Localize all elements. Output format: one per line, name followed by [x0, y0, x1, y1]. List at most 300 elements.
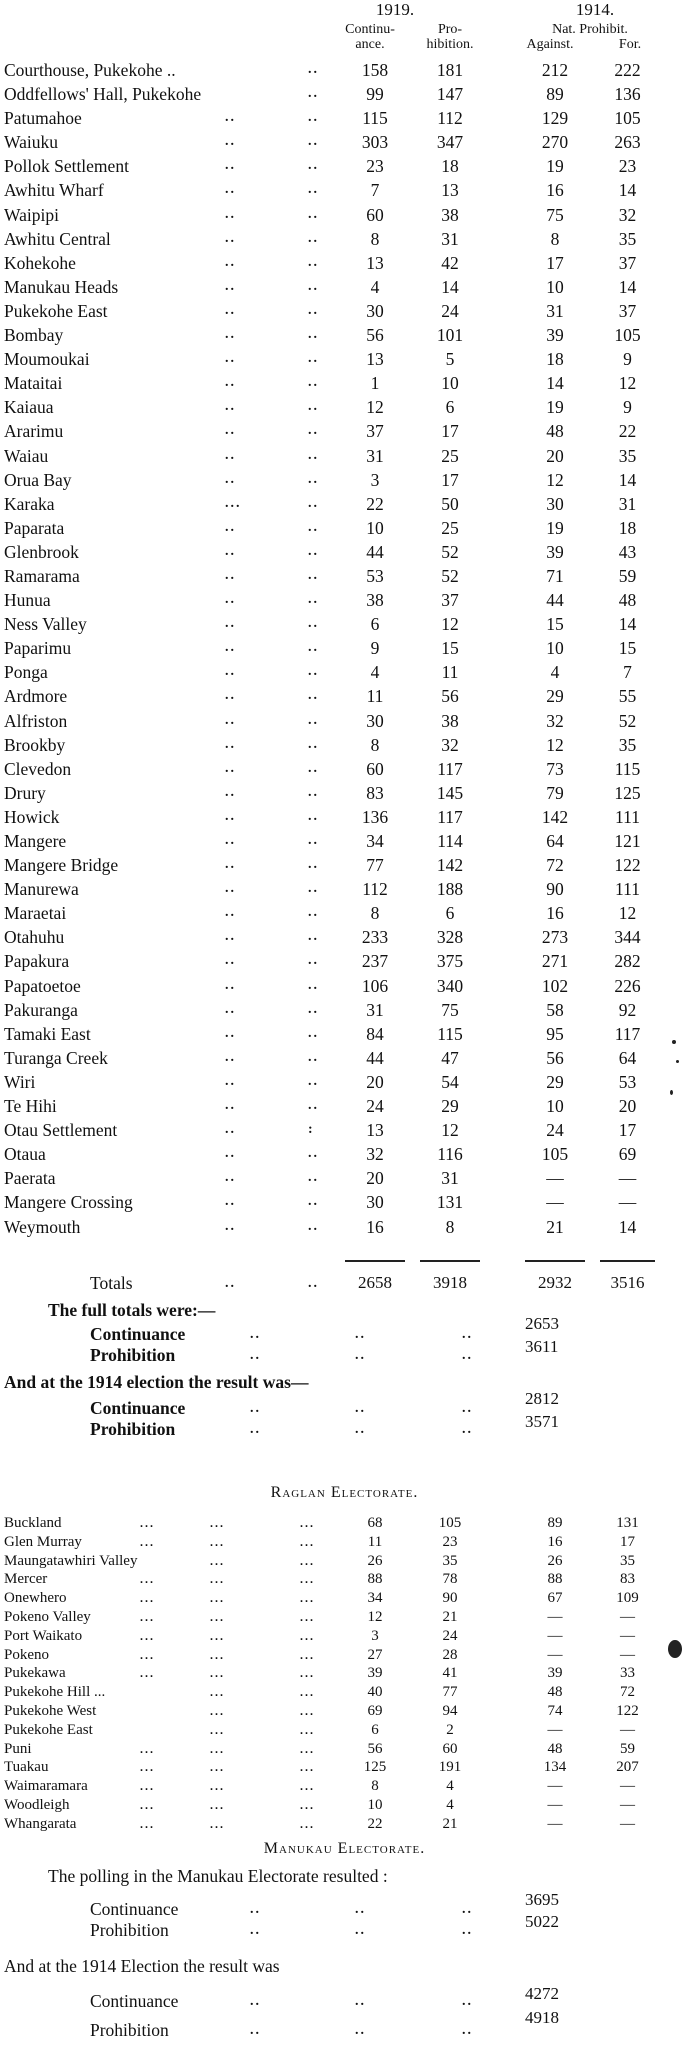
- row-against-1914: —: [547, 1627, 563, 1644]
- row-leader-2: ..: [308, 929, 319, 945]
- row-against-1914: 129: [541, 108, 569, 129]
- row-continuance-1919: 13: [366, 349, 384, 370]
- election-1914-leader-1c: ..: [462, 1401, 473, 1416]
- row-place-name: Orua Bay: [4, 469, 72, 490]
- row-place-name: Pukekohe East: [4, 1721, 93, 1738]
- full-totals-continuance-value: 2653: [525, 1314, 559, 1333]
- row-prohibition-1919: 29: [441, 1096, 459, 1117]
- totals-leader-1: ..: [225, 1276, 236, 1291]
- row-against-1914: 89: [546, 84, 564, 105]
- manukau-leader-2b: ..: [355, 1923, 366, 1938]
- row-prohibition-1919: 60: [442, 1740, 458, 1757]
- row-place-name: Waimaramara: [4, 1778, 88, 1795]
- row-prohibition-1919: 375: [436, 951, 464, 972]
- row-for-1914: 14: [618, 1216, 637, 1237]
- row-place-name: Waiau: [4, 445, 49, 466]
- row-leader-1: ..: [225, 881, 236, 897]
- full-totals-leader-2a: ..: [250, 1348, 261, 1363]
- row-for-1914: 59: [620, 1740, 635, 1757]
- row-leader-3: ...: [300, 1666, 315, 1681]
- table-row: [0, 1118, 689, 1142]
- row-prohibition-1919: 25: [441, 445, 459, 466]
- row-prohibition-1919: 23: [442, 1533, 458, 1550]
- row-continuance-1919: 13: [366, 252, 384, 273]
- row-continuance-1919: 3: [371, 1627, 379, 1644]
- row-leader-2: ...: [210, 1553, 225, 1568]
- row-leader-2: ..: [308, 760, 319, 776]
- row-leader-1: ..: [225, 327, 236, 343]
- row-place-name: Drury: [4, 782, 46, 803]
- row-prohibition-1919: 2: [446, 1721, 454, 1738]
- row-continuance-1919: 69: [367, 1702, 383, 1719]
- ink-speck: [676, 1060, 679, 1063]
- row-against-1914: 39: [547, 1665, 563, 1682]
- row-continuance-1919: 22: [367, 1815, 383, 1832]
- row-leader-1: ..: [225, 206, 236, 222]
- row-for-1914: 111: [615, 879, 640, 900]
- row-against-1914: 31: [546, 300, 564, 321]
- row-for-1914: —: [620, 1778, 635, 1795]
- row-place-name: Otau Settlement: [4, 1120, 118, 1141]
- row-prohibition-1919: 17: [441, 421, 459, 442]
- election-1914-leader-2b: ..: [355, 1422, 366, 1437]
- col-continuance-header-1: Continu-: [345, 22, 395, 37]
- row-against-1914: 19: [546, 156, 564, 177]
- row-leader-2: ..: [308, 1049, 319, 1065]
- row-leader-1: ..: [225, 712, 236, 728]
- row-leader-3: ...: [300, 1516, 315, 1530]
- row-continuance-1919: 23: [366, 156, 384, 177]
- row-against-1914: 15: [546, 614, 564, 635]
- row-against-1914: 19: [546, 517, 564, 538]
- row-for-1914: 122: [614, 855, 641, 876]
- row-place-name: Awhitu Central: [4, 228, 111, 249]
- row-leader-2: ..: [308, 302, 319, 318]
- table-row: [0, 853, 689, 877]
- row-prohibition-1919: 145: [436, 782, 464, 803]
- row-against-1914: 18: [546, 349, 564, 370]
- row-against-1914: 48: [547, 1684, 563, 1701]
- row-prohibition-1919: 114: [437, 831, 463, 851]
- row-prohibition-1919: 340: [436, 975, 464, 996]
- row-for-1914: 43: [618, 541, 637, 562]
- row-for-1914: 9: [623, 349, 632, 370]
- election-1914-prohibition-label: Prohibition: [90, 1419, 176, 1439]
- row-place-name: Pukekohe West: [4, 1702, 97, 1719]
- row-leader-2: ..: [308, 110, 319, 126]
- row-against-1914: 71: [546, 565, 564, 586]
- row-leader-1: ..: [225, 375, 236, 391]
- row-leader-2: ...: [210, 1516, 225, 1530]
- table-row: [0, 660, 689, 684]
- table-row: [0, 82, 689, 106]
- table-row: [0, 1094, 689, 1118]
- table-row: [0, 1777, 689, 1796]
- row-place-name: Pukekohe Hill ...: [4, 1684, 106, 1701]
- row-continuance-1919: 10: [367, 1796, 383, 1813]
- row-against-1914: —: [546, 1168, 564, 1189]
- row-place-name: Ardmore: [4, 686, 68, 707]
- row-leader-2: ..: [308, 182, 319, 198]
- row-place-name: Karaka: [4, 493, 55, 514]
- row-leader-2: ...: [210, 1609, 225, 1624]
- row-leader-2: ..: [308, 712, 319, 728]
- table-row: [0, 395, 689, 419]
- row-continuance-1919: 60: [366, 204, 384, 225]
- row-for-1914: —: [618, 1168, 637, 1189]
- row-leader-2: ...: [210, 1666, 225, 1681]
- full-totals-leader-2b: ..: [355, 1348, 366, 1363]
- row-place-name: Pokeno Valley: [4, 1608, 91, 1625]
- manukau-1914-leader-2c: ..: [462, 2023, 473, 2038]
- row-prohibition-1919: 52: [441, 541, 459, 562]
- row-prohibition-1919: 8: [445, 1216, 455, 1237]
- row-place-name: Otaua: [4, 1144, 46, 1165]
- table-row: [0, 323, 689, 347]
- row-leader-1: ..: [225, 1122, 236, 1138]
- row-continuance-1919: 37: [366, 421, 384, 442]
- row-leader-1: ..: [225, 399, 236, 415]
- row-continuance-1919: 60: [366, 758, 384, 779]
- row-leader-1: ...: [140, 1591, 155, 1606]
- full-totals-heading: The full totals were:—: [48, 1300, 216, 1320]
- row-leader-2: ..: [308, 86, 319, 102]
- row-continuance-1919: 22: [366, 493, 384, 514]
- row-continuance-1919: 115: [362, 108, 388, 129]
- table-row: [0, 299, 689, 323]
- row-prohibition-1919: 25: [441, 517, 459, 538]
- row-prohibition-1919: 191: [438, 1759, 462, 1776]
- row-leader-1: ..: [225, 1025, 236, 1041]
- row-prohibition-1919: 14: [441, 276, 459, 297]
- table-row: [0, 1702, 689, 1721]
- row-leader-1: ..: [225, 1218, 236, 1234]
- row-against-1914: 26: [547, 1552, 563, 1569]
- row-for-1914: —: [618, 1192, 637, 1213]
- table-row: [0, 925, 689, 949]
- row-leader-2: ..: [308, 495, 319, 511]
- row-continuance-1919: 8: [370, 228, 380, 249]
- row-leader-3: ...: [300, 1760, 315, 1775]
- manukau-prohibition-value: 5022: [525, 1912, 559, 1931]
- row-for-1914: 14: [618, 469, 637, 490]
- table-row: [0, 733, 689, 757]
- row-prohibition-1919: 56: [441, 686, 459, 707]
- manukau-1914-prohibition-value: 4918: [525, 2008, 559, 2027]
- table-row: [0, 371, 689, 395]
- row-leader-1: ..: [225, 640, 236, 656]
- pukekohe-results-table: [0, 58, 689, 1239]
- row-leader-1: ..: [225, 110, 236, 126]
- row-place-name: Mercer: [4, 1571, 48, 1588]
- row-continuance-1919: 30: [366, 710, 384, 731]
- row-against-1914: 212: [541, 60, 569, 80]
- table-row: [0, 1627, 689, 1646]
- row-place-name: Pokeno: [4, 1646, 49, 1663]
- manukau-1914-prohibition-label: Prohibition: [90, 2020, 169, 2040]
- row-against-1914: 39: [546, 541, 564, 562]
- row-leader-3: ...: [300, 1741, 315, 1756]
- row-for-1914: 64: [618, 1047, 637, 1068]
- row-place-name: Ponga: [4, 662, 48, 683]
- table-row: [0, 949, 689, 973]
- row-leader-1: ...: [140, 1741, 155, 1756]
- row-against-1914: 95: [546, 1023, 564, 1044]
- row-leader-1: ..: [225, 1098, 236, 1114]
- row-prohibition-1919: 142: [436, 855, 464, 876]
- row-continuance-1919: 112: [362, 879, 388, 900]
- row-for-1914: 121: [614, 831, 641, 851]
- row-leader-2: ..: [308, 808, 319, 824]
- row-leader-2: ..: [308, 640, 319, 656]
- row-leader-2: ..: [308, 1098, 319, 1114]
- table-row: [0, 709, 689, 733]
- row-prohibition-1919: 75: [441, 999, 459, 1020]
- row-prohibition-1919: 328: [436, 927, 464, 948]
- manukau-1914-leader-1a: ..: [250, 1994, 261, 2009]
- table-row: [0, 468, 689, 492]
- row-leader-2: ..: [308, 519, 319, 535]
- row-leader-1: ...: [140, 1516, 155, 1530]
- row-continuance-1919: 30: [366, 300, 384, 321]
- row-continuance-1919: 10: [366, 517, 384, 538]
- row-prohibition-1919: 78: [442, 1571, 458, 1588]
- row-leader-2: ...: [210, 1685, 225, 1700]
- full-totals-leader-1c: ..: [462, 1327, 473, 1342]
- row-leader-1: ..: [225, 302, 236, 318]
- row-for-1914: 111: [615, 806, 640, 827]
- row-leader-1: ..: [225, 760, 236, 776]
- row-against-1914: 270: [541, 132, 569, 153]
- row-place-name: Pukekawa: [4, 1665, 66, 1682]
- table-row: [0, 1664, 689, 1683]
- row-leader-3: ...: [300, 1647, 315, 1662]
- ink-speck: [670, 1090, 673, 1095]
- row-leader-1: ..: [225, 447, 236, 463]
- manukau-1914-leader-1b: ..: [355, 1994, 366, 2009]
- row-leader-1: ..: [225, 519, 236, 535]
- row-place-name: Whangarata: [4, 1815, 77, 1832]
- row-place-name: Pakuranga: [4, 999, 78, 1020]
- row-for-1914: 12: [618, 903, 637, 924]
- row-against-1914: —: [546, 1192, 564, 1213]
- row-for-1914: 37: [618, 300, 637, 321]
- row-prohibition-1919: 105: [438, 1515, 462, 1531]
- election-1914-prohibition-value: 3571: [525, 1412, 559, 1431]
- row-continuance-1919: 158: [361, 60, 389, 80]
- row-against-1914: 102: [541, 975, 569, 996]
- row-continuance-1919: 233: [361, 927, 389, 948]
- row-continuance-1919: 8: [370, 903, 380, 924]
- table-row: [0, 1070, 689, 1094]
- row-prohibition-1919: 181: [436, 60, 464, 80]
- row-leader-2: ..: [308, 471, 319, 487]
- row-place-name: Papatoetoe: [4, 975, 81, 996]
- row-place-name: Port Waikato: [4, 1627, 83, 1644]
- row-leader-2: ...: [210, 1647, 225, 1662]
- row-place-name: Waiuku: [4, 132, 58, 153]
- full-totals-leader-1b: ..: [355, 1327, 366, 1342]
- row-prohibition-1919: 38: [441, 710, 459, 731]
- manukau-1914-continuance-value: 4272: [525, 1984, 559, 2003]
- row-for-1914: 7: [623, 662, 632, 683]
- row-leader-1: ..: [225, 158, 236, 174]
- row-prohibition-1919: 28: [442, 1646, 458, 1663]
- manukau-1914-leader-2b: ..: [355, 2023, 366, 2038]
- row-for-1914: 131: [616, 1515, 639, 1531]
- table-row: [0, 1683, 689, 1702]
- row-continuance-1919: 1: [370, 373, 380, 394]
- row-leader-2: ..: [308, 567, 319, 583]
- row-leader-1: ..: [225, 616, 236, 632]
- manukau-intro: The polling in the Manukau Electorate resulted :: [48, 1866, 388, 1886]
- row-leader-2: ..: [308, 1025, 319, 1041]
- row-leader-3: ...: [300, 1779, 315, 1794]
- row-prohibition-1919: 41: [442, 1665, 458, 1682]
- row-prohibition-1919: 21: [442, 1815, 458, 1832]
- row-leader-2: ...: [210, 1628, 225, 1643]
- table-row: [0, 1046, 689, 1070]
- row-prohibition-1919: 117: [437, 806, 463, 827]
- table-row: [0, 1608, 689, 1627]
- row-for-1914: —: [620, 1608, 635, 1625]
- row-against-1914: 56: [546, 1047, 564, 1068]
- row-against-1914: 271: [541, 951, 569, 972]
- row-against-1914: 17: [546, 252, 564, 273]
- row-prohibition-1919: 24: [441, 300, 459, 321]
- row-continuance-1919: 34: [367, 1590, 383, 1607]
- row-leader-1: ..: [225, 543, 236, 559]
- row-leader-1: ..: [225, 808, 236, 824]
- row-continuance-1919: 237: [361, 951, 389, 972]
- row-place-name: Woodleigh: [4, 1796, 70, 1813]
- row-place-name: Papakura: [4, 951, 70, 972]
- row-place-name: Maungatawhiri Valley: [4, 1552, 138, 1569]
- row-leader-1: ..: [225, 230, 236, 246]
- row-prohibition-1919: 15: [441, 638, 459, 659]
- row-leader-1: ...: [140, 1760, 155, 1775]
- row-for-1914: 22: [618, 421, 637, 442]
- row-leader-1: ...: [140, 1647, 155, 1662]
- row-leader-1: ..: [225, 1001, 236, 1017]
- row-place-name: Te Hihi: [4, 1096, 57, 1117]
- table-row: [0, 1815, 689, 1834]
- row-continuance-1919: 4: [370, 276, 380, 297]
- row-leader-2: ..: [308, 953, 319, 969]
- row-against-1914: 142: [541, 806, 569, 827]
- row-for-1914: 115: [614, 758, 641, 779]
- row-for-1914: 14: [618, 614, 637, 635]
- row-continuance-1919: 6: [371, 1721, 379, 1738]
- table-row: [0, 1721, 689, 1740]
- row-for-1914: 35: [618, 734, 637, 755]
- table-row: [0, 106, 689, 130]
- row-for-1914: 117: [614, 1023, 641, 1044]
- row-prohibition-1919: 42: [441, 252, 459, 273]
- row-for-1914: 83: [620, 1571, 635, 1588]
- row-leader-2: ..: [308, 278, 319, 294]
- row-continuance-1919: 11: [367, 1533, 383, 1550]
- row-for-1914: 52: [618, 710, 637, 731]
- row-leader-1: ..: [225, 905, 236, 921]
- row-against-1914: 16: [546, 180, 564, 201]
- election-1914-continuance-value: 2812: [525, 1389, 559, 1408]
- row-place-name: Kaiaua: [4, 397, 54, 418]
- table-row: [0, 1514, 689, 1533]
- row-place-name: Mangere Crossing: [4, 1192, 133, 1213]
- row-for-1914: 18: [618, 517, 637, 538]
- row-leader-2: ..: [308, 784, 319, 800]
- table-row: [0, 612, 689, 636]
- row-continuance-1919: 7: [370, 180, 380, 201]
- row-for-1914: —: [620, 1646, 635, 1663]
- row-against-1914: 32: [546, 710, 564, 731]
- table-row: [0, 1589, 689, 1608]
- row-place-name: Glenbrook: [4, 541, 79, 562]
- row-for-1914: 48: [618, 590, 637, 611]
- row-prohibition-1919: 12: [441, 614, 459, 635]
- row-leader-1: ..: [225, 182, 236, 198]
- totals-continuance: 2658: [358, 1273, 392, 1292]
- row-against-1914: 10: [546, 276, 564, 297]
- row-for-1914: 14: [618, 180, 637, 201]
- row-leader-1: ..: [225, 857, 236, 873]
- manukau-leader-1a: ..: [250, 1902, 261, 1917]
- row-for-1914: 23: [618, 156, 637, 177]
- row-leader-2: ...: [210, 1591, 225, 1606]
- row-leader-2: ..: [308, 230, 319, 246]
- row-leader-1: ..: [225, 423, 236, 439]
- row-leader-2: ..: [308, 905, 319, 921]
- row-against-1914: —: [547, 1608, 563, 1625]
- row-leader-2: ..: [308, 688, 319, 704]
- row-for-1914: 222: [614, 60, 641, 80]
- table-row: [0, 1646, 689, 1665]
- table-row: [0, 540, 689, 564]
- row-leader-2: ..: [308, 254, 319, 270]
- row-leader-2: ..: [308, 447, 319, 463]
- row-place-name: Kohekohe: [4, 252, 76, 273]
- table-row: [0, 227, 689, 251]
- row-for-1914: 14: [618, 276, 637, 297]
- row-against-1914: 39: [546, 325, 564, 346]
- row-leader-2: ..: [308, 664, 319, 680]
- table-row: [0, 516, 689, 540]
- row-leader-1: ..: [225, 1170, 236, 1186]
- row-against-1914: 73: [546, 758, 564, 779]
- row-continuance-1919: 32: [366, 1144, 384, 1165]
- row-against-1914: 29: [546, 1071, 564, 1092]
- row-leader-1: ..: [225, 688, 236, 704]
- row-continuance-1919: 30: [366, 1192, 384, 1213]
- row-against-1914: 24: [546, 1120, 564, 1141]
- row-prohibition-1919: 17: [441, 469, 459, 490]
- row-continuance-1919: 8: [371, 1778, 379, 1795]
- row-continuance-1919: 44: [366, 1047, 384, 1068]
- table-row: [0, 251, 689, 275]
- row-against-1914: 12: [546, 734, 564, 755]
- row-for-1914: 32: [618, 204, 637, 225]
- row-continuance-1919: 303: [361, 132, 389, 153]
- manukau-continuance-label: Continuance: [90, 1899, 179, 1919]
- manukau-prohibition-label: Prohibition: [90, 1920, 169, 1940]
- row-against-1914: —: [547, 1796, 563, 1813]
- full-totals-leader-1a: ..: [250, 1327, 261, 1342]
- col-against-header: Against.: [526, 37, 574, 52]
- row-place-name: Onewhero: [4, 1590, 67, 1607]
- row-leader-1: ...: [140, 1779, 155, 1794]
- row-for-1914: 15: [618, 638, 637, 659]
